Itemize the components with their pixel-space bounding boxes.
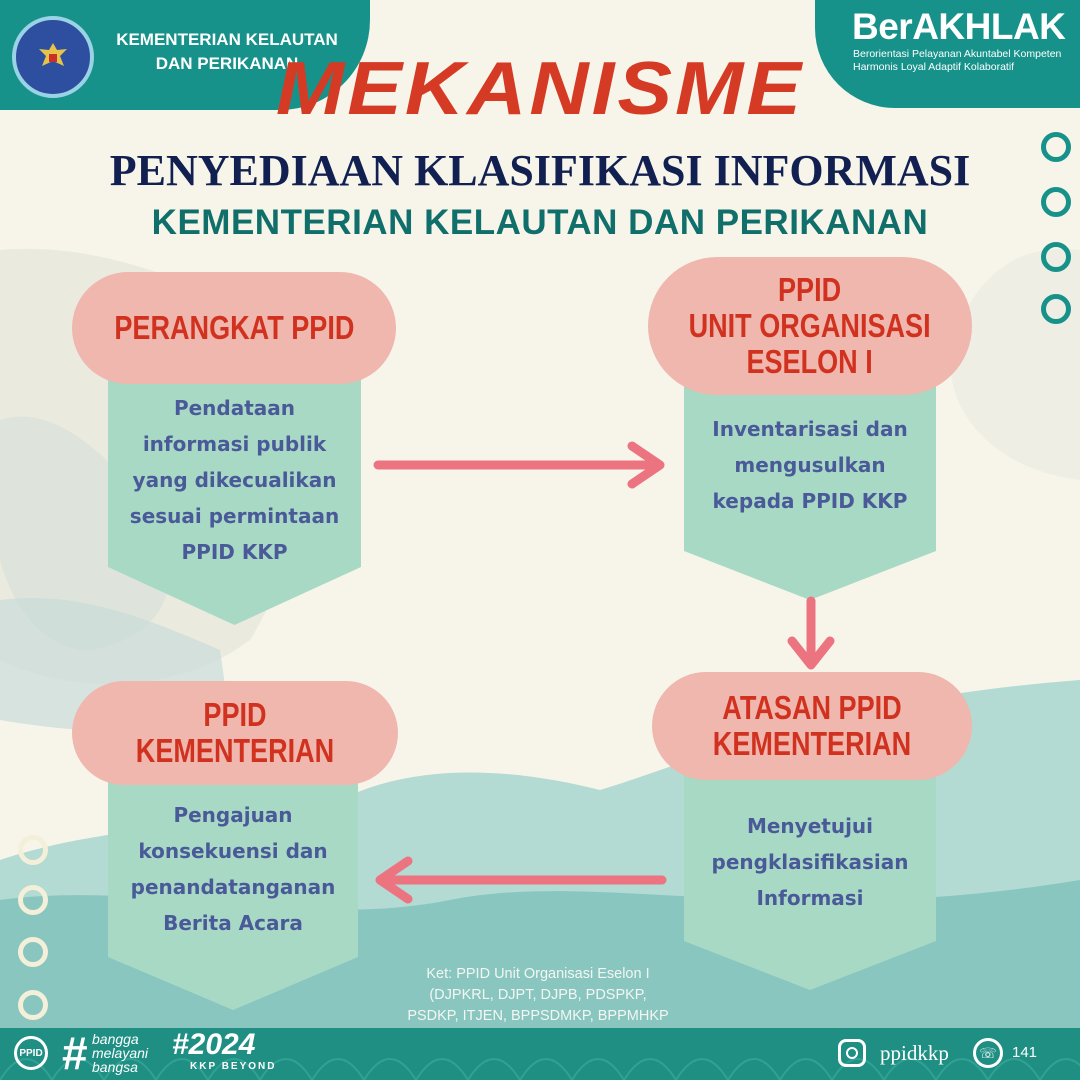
decor-circle xyxy=(1041,132,1071,162)
hashtag-line2: melayani xyxy=(92,1045,149,1061)
ministry-line2: DAN PERIKANAN xyxy=(155,54,299,73)
ppid-logo-text: PPID xyxy=(19,1047,43,1059)
arrow-down-icon xyxy=(786,595,836,675)
step1-title: PERANGKAT PPID xyxy=(113,309,355,346)
berakhlak-logo: BerAKHLAK xyxy=(852,6,1066,47)
ministry-line1: KEMENTERIAN KELAUTAN xyxy=(116,30,338,49)
step4-title: PPID KEMENTERIAN xyxy=(135,696,335,769)
step2-title-pill xyxy=(648,257,972,395)
bangga-melayani-bangsa xyxy=(92,1032,148,1074)
instagram-icon xyxy=(838,1039,866,1067)
ppid-logo xyxy=(14,1036,48,1070)
step3-title-pill xyxy=(652,672,972,780)
note-line2: (DJPKRL, DJPT, DJPB, PDSPKP, xyxy=(429,987,647,1003)
decor-circle xyxy=(18,937,48,967)
decor-circle xyxy=(18,885,48,915)
hashtag-icon: # xyxy=(62,1027,88,1079)
phone-number[interactable]: 141 xyxy=(1012,1044,1038,1061)
hashtag-line1: bangga xyxy=(92,1031,139,1047)
year-tag: #2024 xyxy=(172,1028,256,1061)
step4-title-pill xyxy=(72,681,398,785)
step2-text: Inventarisasi dan mengusulkan kepada PPID KKP xyxy=(712,417,908,513)
note-line3: PSDKP, ITJEN, BPPSDMKP, BPPMHKP xyxy=(407,1008,669,1024)
organization-title: KEMENTERIAN KELAUTAN DAN PERIKANAN xyxy=(151,203,929,242)
step1-title-pill xyxy=(72,272,396,384)
brand-line1: Berorientasi Pelayanan Akuntabel Kompeten xyxy=(853,48,1062,60)
step1-text: Pendataan informasi publik yang dikecualikan sesuai permintaan PPID KKP xyxy=(129,396,340,564)
step3-title: ATASAN PPID KEMENTERIAN xyxy=(712,689,912,762)
decor-circle xyxy=(18,835,48,865)
brand-line2: Harmonis Loyal Adaptif Kolaboratif xyxy=(853,61,1015,73)
footnote xyxy=(372,964,704,1027)
note-line1: Ket: PPID Unit Organisasi Eselon I xyxy=(426,966,650,982)
hashtag-line3: bangsa xyxy=(92,1059,138,1075)
year-sub: KKP BEYOND xyxy=(190,1061,277,1072)
step3-text: Menyetujui pengklasifikasian Informasi xyxy=(711,814,909,910)
arrow-left-icon xyxy=(370,855,670,905)
decor-circle xyxy=(1041,294,1071,324)
arrow-right-icon xyxy=(370,440,680,490)
decor-circle xyxy=(1041,187,1071,217)
instagram-handle[interactable]: ppidkkp xyxy=(880,1041,949,1065)
main-title: MEKANISME xyxy=(275,46,805,131)
step2-title: PPID UNIT ORGANISASI ESELON I xyxy=(688,271,932,380)
decor-circle xyxy=(18,990,48,1020)
phone-icon: ☏ xyxy=(973,1038,1003,1068)
step4-text: Pengajuan konsekuensi dan penandatanganan Berita Acara xyxy=(130,803,336,935)
subtitle: PENYEDIAAN KLASIFIKASI INFORMASI xyxy=(109,146,971,195)
footer-bar xyxy=(0,1028,1080,1080)
decor-circle xyxy=(1041,242,1071,272)
